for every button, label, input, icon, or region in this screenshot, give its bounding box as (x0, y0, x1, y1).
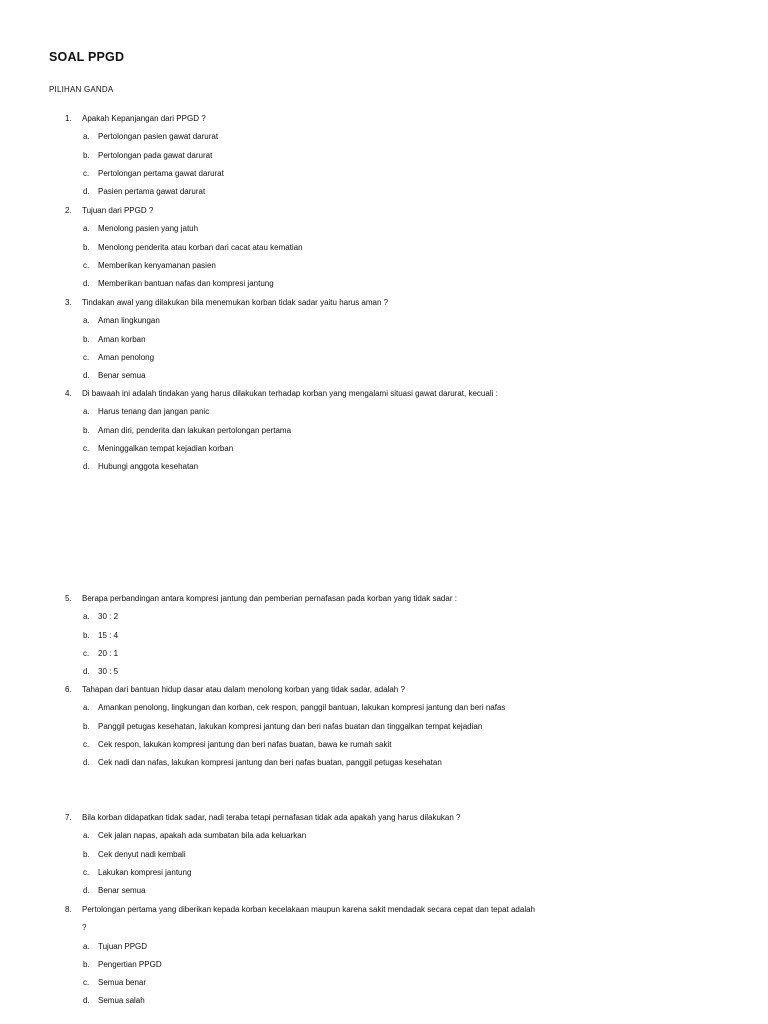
question-number: 2. (65, 206, 72, 215)
option-letter: c. (83, 352, 90, 362)
option-letter: a. (83, 831, 90, 841)
option-b (83, 956, 535, 974)
option-text: Semua salah (98, 996, 145, 1006)
option-d (83, 754, 535, 772)
option-letter: b. (83, 334, 90, 344)
option-letter: d. (83, 187, 90, 197)
option-text: Aman diri, penderita dan lakukan pertolongan pertama (98, 425, 292, 435)
option-c (83, 257, 535, 275)
option-d (83, 367, 535, 385)
question-6 (65, 681, 535, 772)
option-a (83, 220, 535, 238)
option-text: Hubungi anggota kesehatan (98, 462, 199, 472)
option-c (83, 645, 535, 663)
option-letter: c. (83, 978, 90, 988)
question-text: Pertolongan pertama yang diberikan kepada korban kecelakaan maupun karena sakit mendadak secara cepat dan tepat adalah ? (82, 905, 535, 933)
option-text: Cek jalan napas, apakah ada sumbatan bila ada keluarkan (98, 831, 307, 841)
option-letter: a. (83, 316, 90, 326)
option-text: Benar semua (98, 886, 146, 896)
option-letter: c. (83, 443, 90, 453)
question-number: 4. (65, 389, 72, 398)
option-text: Aman penolong (98, 352, 155, 362)
option-letter: a. (83, 612, 90, 622)
option-text: Amankan penolong, lingkungan dan korban, cek respon, panggil bantuan, lakukan kompresi jantung dan beri nafas (98, 703, 506, 713)
option-b (83, 718, 535, 736)
option-text: Tujuan PPGD (98, 941, 148, 951)
option-b (83, 147, 535, 165)
option-text: Semua benar (98, 978, 147, 988)
option-d (83, 992, 535, 1010)
option-letter: b. (83, 721, 90, 731)
question-number: 1. (65, 114, 72, 123)
option-a (83, 128, 535, 146)
option-letter: c. (83, 260, 90, 270)
option-b (83, 239, 535, 257)
option-text: Aman korban (98, 334, 146, 344)
option-letter: a. (83, 224, 90, 234)
question-text: Tujuan dari PPGD ? (82, 206, 154, 215)
option-letter: b. (83, 630, 90, 640)
option-b (83, 422, 535, 440)
option-text: Panggil petugas kesehatan, lakukan kompresi jantung dan beri nafas buatan dan tinggalkan tempat kejadian (98, 721, 483, 731)
option-letter: a. (83, 132, 90, 142)
option-text: 15 : 4 (98, 630, 119, 640)
document-title: SOAL PPGD (49, 50, 125, 64)
option-d (83, 458, 535, 476)
question-2 (65, 202, 535, 293)
option-c (83, 440, 535, 458)
option-c (83, 165, 535, 183)
option-text: Memberikan bantuan nafas dan kompresi jantung (98, 279, 274, 289)
question-8 (65, 901, 535, 1011)
option-letter: b. (83, 425, 90, 435)
option-letter: d. (83, 758, 90, 768)
question-number: 6. (65, 685, 72, 694)
option-c (83, 349, 535, 367)
question-text: Tahapan dari bantuan hidup dasar atau dalam menolong korban yang tidak sadar, adalah ? (82, 685, 405, 694)
question-text: Di bawaah ini adalah tindakan yang harus dilakukan terhadap korban yang mengalami situasi gawat darurat, kecuali : (82, 389, 498, 398)
option-letter: b. (83, 849, 90, 859)
option-text: Benar semua (98, 371, 146, 381)
option-text: Pertolongan pada gawat darurat (98, 150, 213, 160)
section-heading: PILIHAN GANDA (49, 85, 114, 94)
option-text: Pasien pertama gawat darurat (98, 187, 206, 197)
option-c (83, 974, 535, 992)
option-letter: a. (83, 703, 90, 713)
option-letter: a. (83, 407, 90, 417)
option-c (83, 736, 535, 754)
option-text: 20 : 1 (98, 648, 119, 658)
option-text: Memberikan kenyamanan pasien (98, 260, 216, 270)
option-letter: b. (83, 150, 90, 160)
question-5 (65, 590, 535, 681)
option-letter: d. (83, 462, 90, 472)
option-a (83, 699, 535, 717)
option-text: Cek denyut nadi kembali (98, 849, 186, 859)
option-text: Aman lingkungan (98, 316, 160, 326)
option-a (83, 403, 535, 421)
option-a (83, 827, 535, 845)
question-number: 3. (65, 298, 72, 307)
question-3 (65, 294, 535, 385)
option-letter: b. (83, 242, 90, 252)
option-text: Pertolongan pasien gawat darurat (98, 132, 219, 142)
question-text: Tindakan awal yang dilakukan bila menemukan korban tidak sadar yaitu harus aman ? (82, 298, 389, 307)
option-a (83, 938, 535, 956)
option-text: 30 : 2 (98, 612, 119, 622)
option-text: 30 : 5 (98, 667, 119, 677)
option-text: Cek respon, lakukan kompresi jantung dan beri nafas buatan, bawa ke rumah sakit (98, 739, 392, 749)
option-letter: c. (83, 867, 90, 877)
option-a (83, 608, 535, 626)
question-1 (65, 110, 535, 201)
question-text: Apakah Kepanjangan dari PPGD ? (82, 114, 206, 123)
option-b (83, 331, 535, 349)
option-text: Cek nadi dan nafas, lakukan kompresi jantung dan beri nafas buatan, panggil petugas kesehatan (98, 758, 442, 768)
option-letter: d. (83, 667, 90, 677)
option-letter: c. (83, 739, 90, 749)
question-number: 5. (65, 594, 72, 603)
option-letter: d. (83, 279, 90, 289)
option-text: Harus tenang dan jangan panic (98, 407, 210, 417)
option-text: Lakukan kompresi jantung (98, 867, 192, 877)
question-number: 8. (65, 905, 72, 914)
question-number: 7. (65, 813, 72, 822)
option-letter: c. (83, 168, 90, 178)
option-letter: b. (83, 959, 90, 969)
option-a (83, 312, 535, 330)
option-b (83, 846, 535, 864)
option-c (83, 864, 535, 882)
question-4 (65, 385, 535, 476)
option-text: Meninggalkan tempat kejadian korban (98, 443, 234, 453)
option-text: Menolong penderita atau korban dari cacat atau kematian (98, 242, 303, 252)
option-letter: d. (83, 996, 90, 1006)
question-7 (65, 809, 535, 900)
option-d (83, 275, 535, 293)
option-d (83, 663, 535, 681)
option-letter: d. (83, 886, 90, 896)
option-letter: c. (83, 648, 90, 658)
option-b (83, 627, 535, 645)
option-text: Pengertian PPGD (98, 959, 162, 969)
option-text: Pertolongan pertama gawat darurat (98, 168, 224, 178)
option-letter: d. (83, 371, 90, 381)
question-text: Berapa perbandingan antara kompresi jantung dan pemberian pernafasan pada korban yang tidak sadar : (82, 594, 457, 603)
option-text: Menolong pasien yang jatuh (98, 224, 199, 234)
option-d (83, 882, 535, 900)
option-d (83, 183, 535, 201)
option-letter: a. (83, 941, 90, 951)
question-text: Bila korban didapatkan tidak sadar, nadi teraba tetapi pernafasan tidak ada apakah yang harus dilakukan ? (82, 813, 461, 822)
